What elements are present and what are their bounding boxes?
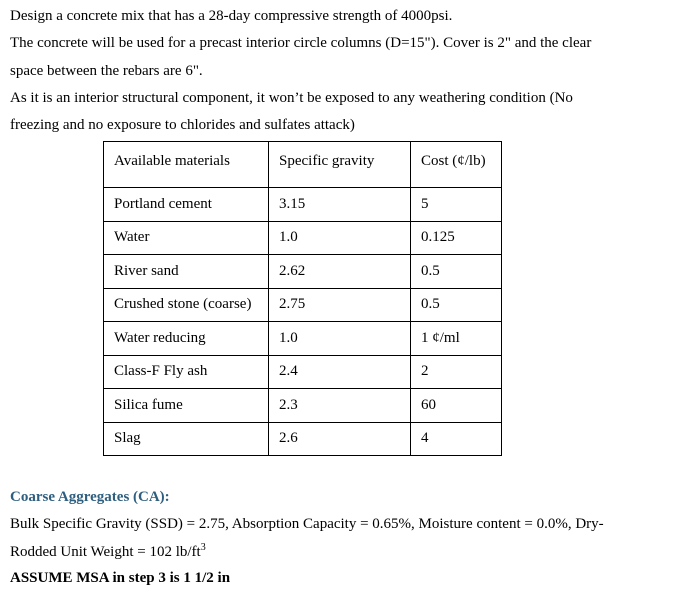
table-row (104, 188, 502, 222)
header-available-materials: Available materials (104, 142, 269, 188)
cost-value: 0.125 (411, 221, 502, 255)
material-name: Water reducing (104, 322, 269, 356)
cost-value: 4 (411, 422, 502, 456)
problem-line-2: The concrete will be used for a precast interior circle columns (D=15"). Cover is 2" and the clear (10, 35, 592, 51)
material-name: Slag (104, 422, 269, 456)
problem-line-1: Design a concrete mix that has a 28-day compressive strength of 4000psi. (10, 8, 453, 24)
material-name: Crushed stone (coarse) (104, 288, 269, 322)
specific-gravity-value: 1.0 (269, 322, 411, 356)
cost-value: 1 ¢/ml (411, 322, 502, 356)
problem-line-4: As it is an interior structural component, it won’t be exposed to any weathering condition (No (10, 90, 573, 106)
material-name: River sand (104, 255, 269, 289)
specific-gravity-value: 1.0 (269, 221, 411, 255)
table-row (104, 355, 502, 389)
material-name: Water (104, 221, 269, 255)
specific-gravity-value: 2.3 (269, 389, 411, 423)
table-row (104, 422, 502, 456)
specific-gravity-value: 3.15 (269, 188, 411, 222)
cost-value: 60 (411, 389, 502, 423)
specific-gravity-value: 2.4 (269, 355, 411, 389)
problem-line-3: space between the rebars are 6". (10, 63, 203, 79)
cost-value: 0.5 (411, 288, 502, 322)
problem-line-5: freezing and no exposure to chlorides and sulfates attack) (10, 117, 355, 133)
header-specific-gravity: Specific gravity (269, 142, 411, 188)
coarse-aggregates-line-1: Bulk Specific Gravity (SSD) = 2.75, Absorption Capacity = 0.65%, Moisture content = 0.0%, Dry- (10, 516, 604, 532)
cost-value: 5 (411, 188, 502, 222)
specific-gravity-value: 2.62 (269, 255, 411, 289)
cost-value: 2 (411, 355, 502, 389)
msa-assumption: ASSUME MSA in step 3 is 1 1/2 in (10, 570, 231, 586)
table-header-row (104, 142, 502, 188)
materials-table (103, 141, 502, 456)
table-row (104, 389, 502, 423)
coarse-aggregates-line-2 (10, 543, 206, 561)
material-name: Silica fume (104, 389, 269, 423)
cubic-superscript: 3 (200, 542, 206, 553)
material-name: Portland cement (104, 188, 269, 222)
specific-gravity-value: 2.6 (269, 422, 411, 456)
table-row (104, 288, 502, 322)
coarse-aggregates-heading: Coarse Aggregates (CA): (10, 489, 170, 505)
table-row (104, 255, 502, 289)
table-row (104, 322, 502, 356)
cost-value: 0.5 (411, 255, 502, 289)
unit-weight-text: Rodded Unit Weight = 102 lb/ft (10, 544, 201, 560)
specific-gravity-value: 2.75 (269, 288, 411, 322)
table-row (104, 221, 502, 255)
header-cost: Cost (¢/lb) (411, 142, 502, 188)
material-name: Class-F Fly ash (104, 355, 269, 389)
